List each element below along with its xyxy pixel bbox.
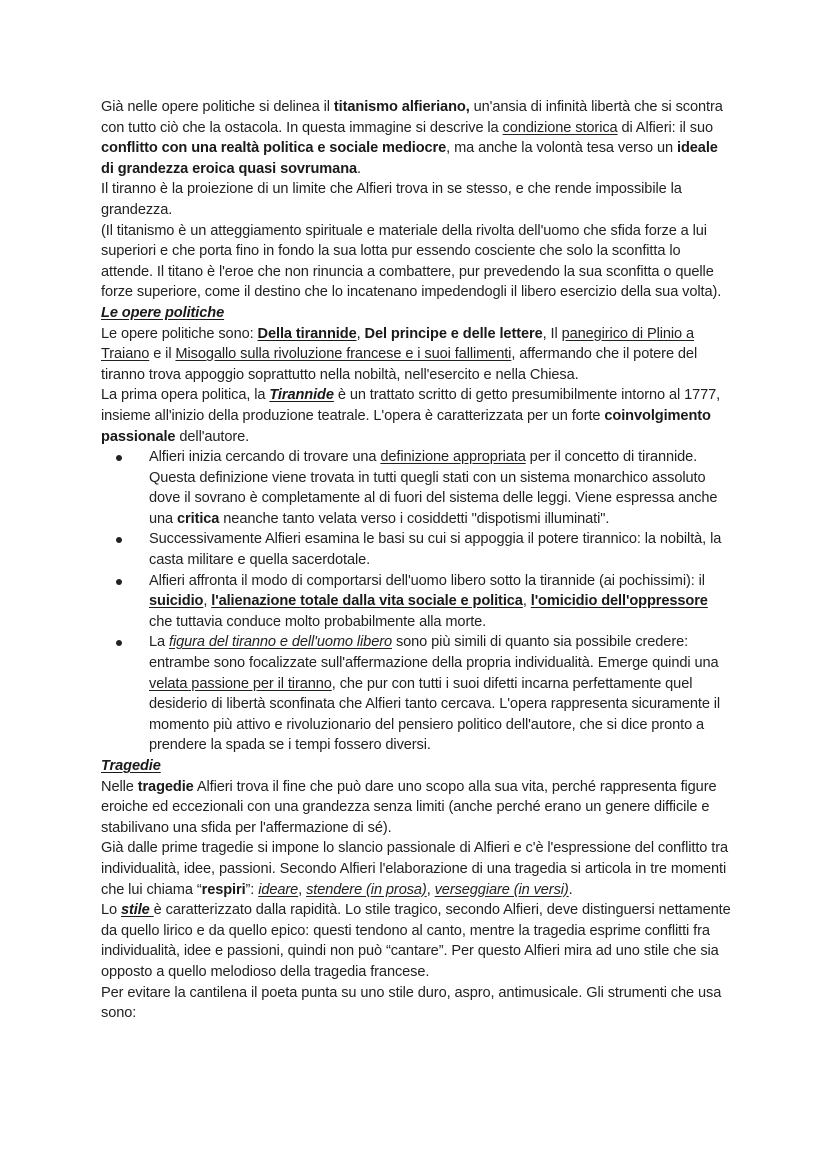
list-item: Alfieri inizia cercando di trovare una definizione appropriata per il concetto di tirannide. Questa definizione viene trovata in tutti quegli stati con un sistema monarchico assoluto dove il sovrano è completamente al di fuori del sistema delle leggi. Viene espressa anche una critica neanche tanto velata verso i cosiddetti "dispotismi illuminati". — [149, 447, 731, 529]
work-del-principe: Del principe e delle lettere — [364, 325, 543, 342]
underlined-condizione-storica: condizione storica — [502, 119, 618, 136]
bold-coinvolgimento: coinvolgimento passionale — [101, 407, 711, 445]
bold-conflitto: conflitto con una realtà politica e sociale mediocre — [101, 140, 447, 157]
list-item: Successivamente Alfieri esamina le basi su cui si appoggia il potere tirannico: la nobiltà, la casta militare e quella sacerdotale. — [149, 529, 731, 570]
work-panegirico: panegirico di Plinio a Traiano — [101, 325, 695, 363]
bullet-icon — [116, 537, 122, 543]
work-misogallo: Misogallo sulla rivoluzione francese e i suoi fallimenti — [175, 346, 512, 363]
tragedie-paragraph-intro: Nelle tragedie Alfieri trova il fine che può dare uno scopo alla sua vita, perché rappresenta figure eroiche ed eccezionali con una grandezza senza limiti (anche perché erano un genere difficile e stabilivano una sfida per l'affermazione di sé). — [101, 778, 717, 836]
intro-paragraph-titanismo-definition: (Il titanismo è un atteggiamento spirituale e materiale della rivolta dell'uomo che sfida forze a lui superiori e che porta fino in fondo la sua lotta pur essendo cosciente che solo la sconfitta lo attende. Il titano è l'eroe che non rinuncia a combattere, pur prevedendo la sua sconfitta o quelle forze superiore, come il destino che lo incatenano impedendogli il libero esercizio della sua volta). — [101, 222, 722, 301]
bold-ideale-grandezza: ideale di grandezza eroica quasi sovrumana — [101, 140, 718, 177]
work-della-tirannide: Della tirannide — [257, 325, 357, 342]
list-item: La figura del tiranno e dell'uomo libero sono più simili di quanto sia possibile credere: entrambe sono focalizzate sull'affermazione della propria individualità. Emerge quindi una velata passione per il tiranno, che pur con tutti i suoi difetti incarna perfettamente quel desiderio di libertà sconfinata che Alfieri tanto cercava. L'opera rappresenta sicuramente il momento più attivo e rivoluzionario del pensiero politico dell'autore, che si dice pronto a prendere la spada se i tempi fossero diversi. — [149, 632, 731, 756]
opere-paragraph-list: Le opere politiche sono: Della tirannide, Del principe e delle lettere, Il panegirico di Plinio a Traiano e il Misogallo sulla rivoluzione francese e i suoi fallimenti, affermando che il potere del tiranno trova appoggio soprattutto nella nobiltà, nell'esercito e nella Chiesa. — [101, 325, 698, 383]
bullet-icon — [116, 579, 122, 585]
section-heading-opere-politiche: Le opere politiche — [101, 304, 225, 321]
intro-paragraph-tiranno: Il tiranno è la proiezione di un limite che Alfieri trova in se stesso, e che rende impossibile la grandezza. — [101, 181, 682, 218]
bullet-icon — [116, 640, 122, 646]
tirannide-bullet-list — [101, 447, 731, 756]
opere-paragraph-tirannide: La prima opera politica, la Tirannide è un trattato scritto di getto presumibilmente intorno al 1777, insieme all'inizio della produzione teatrale. L'opera è caratterizzata per un forte coinvolgimento passionale dell'autore. — [101, 387, 721, 445]
bullet-icon — [116, 455, 122, 461]
section-heading-tragedie: Tragedie — [101, 758, 161, 774]
tragedie-paragraph-strumenti: Per evitare la cantilena il poeta punta su uno stile duro, aspro, antimusicale. Gli strumenti che usa sono: — [101, 984, 722, 1022]
work-tirannide: Tirannide — [269, 387, 334, 404]
intro-paragraph-titanismo: Già nelle opere politiche si delinea il titanismo alfieriano, un'ansia di infinità libertà che si scontra con tutto ciò che la ostacola. In questa immagine si descrive la condizione storica di Alfieri: il suo conflitto con una realtà politica e sociale mediocre, ma anche la volontà tesa verso un ideale di grandezza eroica quasi sovrumana. — [101, 99, 723, 177]
document-page — [101, 97, 731, 1024]
bold-titanismo-alfieriano: titanismo alfieriano, — [333, 99, 470, 115]
tragedie-paragraph-stile: Lo stile è caratterizzato dalla rapidità. Lo stile tragico, secondo Alfieri, deve distinguersi nettamente da quello lirico e da quello epico: questi tendono al canto, mentre la tragedia esprime conflitti fra individualità, idee e passioni, quindi non può “cantare”. Per questo Alfieri mira ad uno stile che sia opposto a quello melodioso della tragedia francese. — [101, 902, 731, 980]
tragedie-paragraph-respiri: Già dalle prime tragedie si impone lo slancio passionale di Alfieri e c'è l'espressione del conflitto tra individualità, idee, passioni. Secondo Alfieri l'elaborazione di una tragedia si articola in tre momenti che lui chiama “respiri”: ideare, stendere (in prosa), verseggiare (in versi). — [101, 840, 728, 898]
list-item: Alfieri affronta il modo di comportarsi dell'uomo libero sotto la tirannide (ai pochissimi): il suicidio, l'alienazione totale dalla vita sociale e politica, l'omicidio dell'oppressore che tuttavia conduce molto probabilmente alla morte. — [149, 571, 731, 633]
